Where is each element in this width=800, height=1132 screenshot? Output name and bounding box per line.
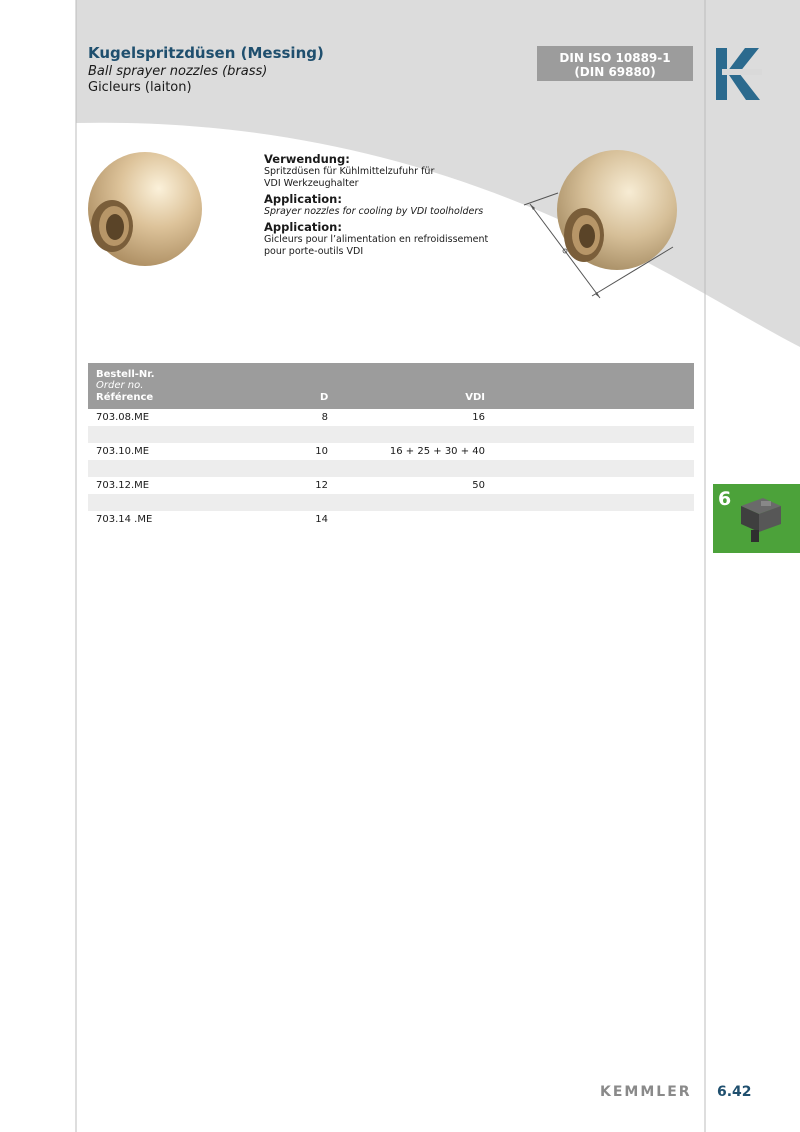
table-row bbox=[88, 409, 694, 426]
cell-d: 10 bbox=[315, 446, 328, 457]
header-order-en: Order no. bbox=[96, 380, 144, 391]
norm-line-2: (DIN 69880) bbox=[574, 65, 656, 79]
brand-name: KEMMLER bbox=[600, 1084, 692, 1100]
table-row bbox=[88, 511, 694, 528]
page-number: 6.42 bbox=[717, 1084, 752, 1100]
usage-text-en: Sprayer nozzles for cooling by VDI toolholders bbox=[264, 206, 484, 217]
title-german: Kugelspritzdüsen (Messing) bbox=[88, 44, 324, 62]
section-tab[interactable] bbox=[713, 484, 800, 553]
cell-vdi: 16 + 25 + 30 + 40 bbox=[389, 446, 485, 457]
brass-ball-nozzle-image-icon bbox=[84, 150, 206, 268]
table-header bbox=[88, 363, 694, 409]
cell-d: 12 bbox=[315, 480, 328, 491]
table-row bbox=[88, 477, 694, 494]
header-col-d: D bbox=[320, 392, 329, 403]
header-order-fr: Référence bbox=[96, 392, 154, 403]
usage-text-fr-2: pour porte-outils VDI bbox=[264, 246, 364, 257]
norm-line-1: DIN ISO 10889-1 bbox=[559, 51, 671, 65]
cell-d: 14 bbox=[315, 514, 328, 525]
usage-text-fr-1: Gicleurs pour l’alimentation en refroidissement bbox=[264, 234, 489, 245]
table-row bbox=[88, 443, 694, 460]
brand-logo-k-icon bbox=[714, 46, 764, 102]
usage-text-de-1: Spritzdüsen für Kühlmittelzufuhr für bbox=[264, 166, 435, 177]
cell-ref: 703.10.ME bbox=[96, 446, 150, 457]
cell-ref: 703.08.ME bbox=[96, 412, 150, 423]
table-row-spacer bbox=[88, 494, 694, 511]
title-french: Gicleurs (laiton) bbox=[88, 80, 192, 95]
norm-badge bbox=[537, 46, 693, 81]
usage-head-en: Application: bbox=[264, 192, 342, 206]
title-english: Ball sprayer nozzles (brass) bbox=[88, 64, 268, 79]
table-row-spacer bbox=[88, 426, 694, 443]
usage-text-de-2: VDI Werkzeughalter bbox=[264, 178, 359, 189]
cell-ref: 703.12.ME bbox=[96, 480, 150, 491]
dimension-drawing-image-icon bbox=[520, 150, 690, 310]
usage-description bbox=[264, 152, 514, 260]
tool-holder-icon bbox=[733, 492, 785, 544]
header-col-vdi: VDI bbox=[465, 392, 485, 403]
usage-head-de: Verwendung: bbox=[264, 152, 350, 166]
cell-d: 8 bbox=[321, 412, 328, 423]
section-number: 6 bbox=[718, 488, 732, 510]
usage-head-fr: Application: bbox=[264, 220, 342, 234]
header-order-de: Bestell-Nr. bbox=[96, 369, 155, 380]
cell-ref: 703.14 .ME bbox=[96, 514, 153, 525]
cell-vdi: 16 bbox=[472, 412, 485, 423]
cell-vdi: 50 bbox=[472, 480, 485, 491]
table-row-spacer bbox=[88, 460, 694, 477]
